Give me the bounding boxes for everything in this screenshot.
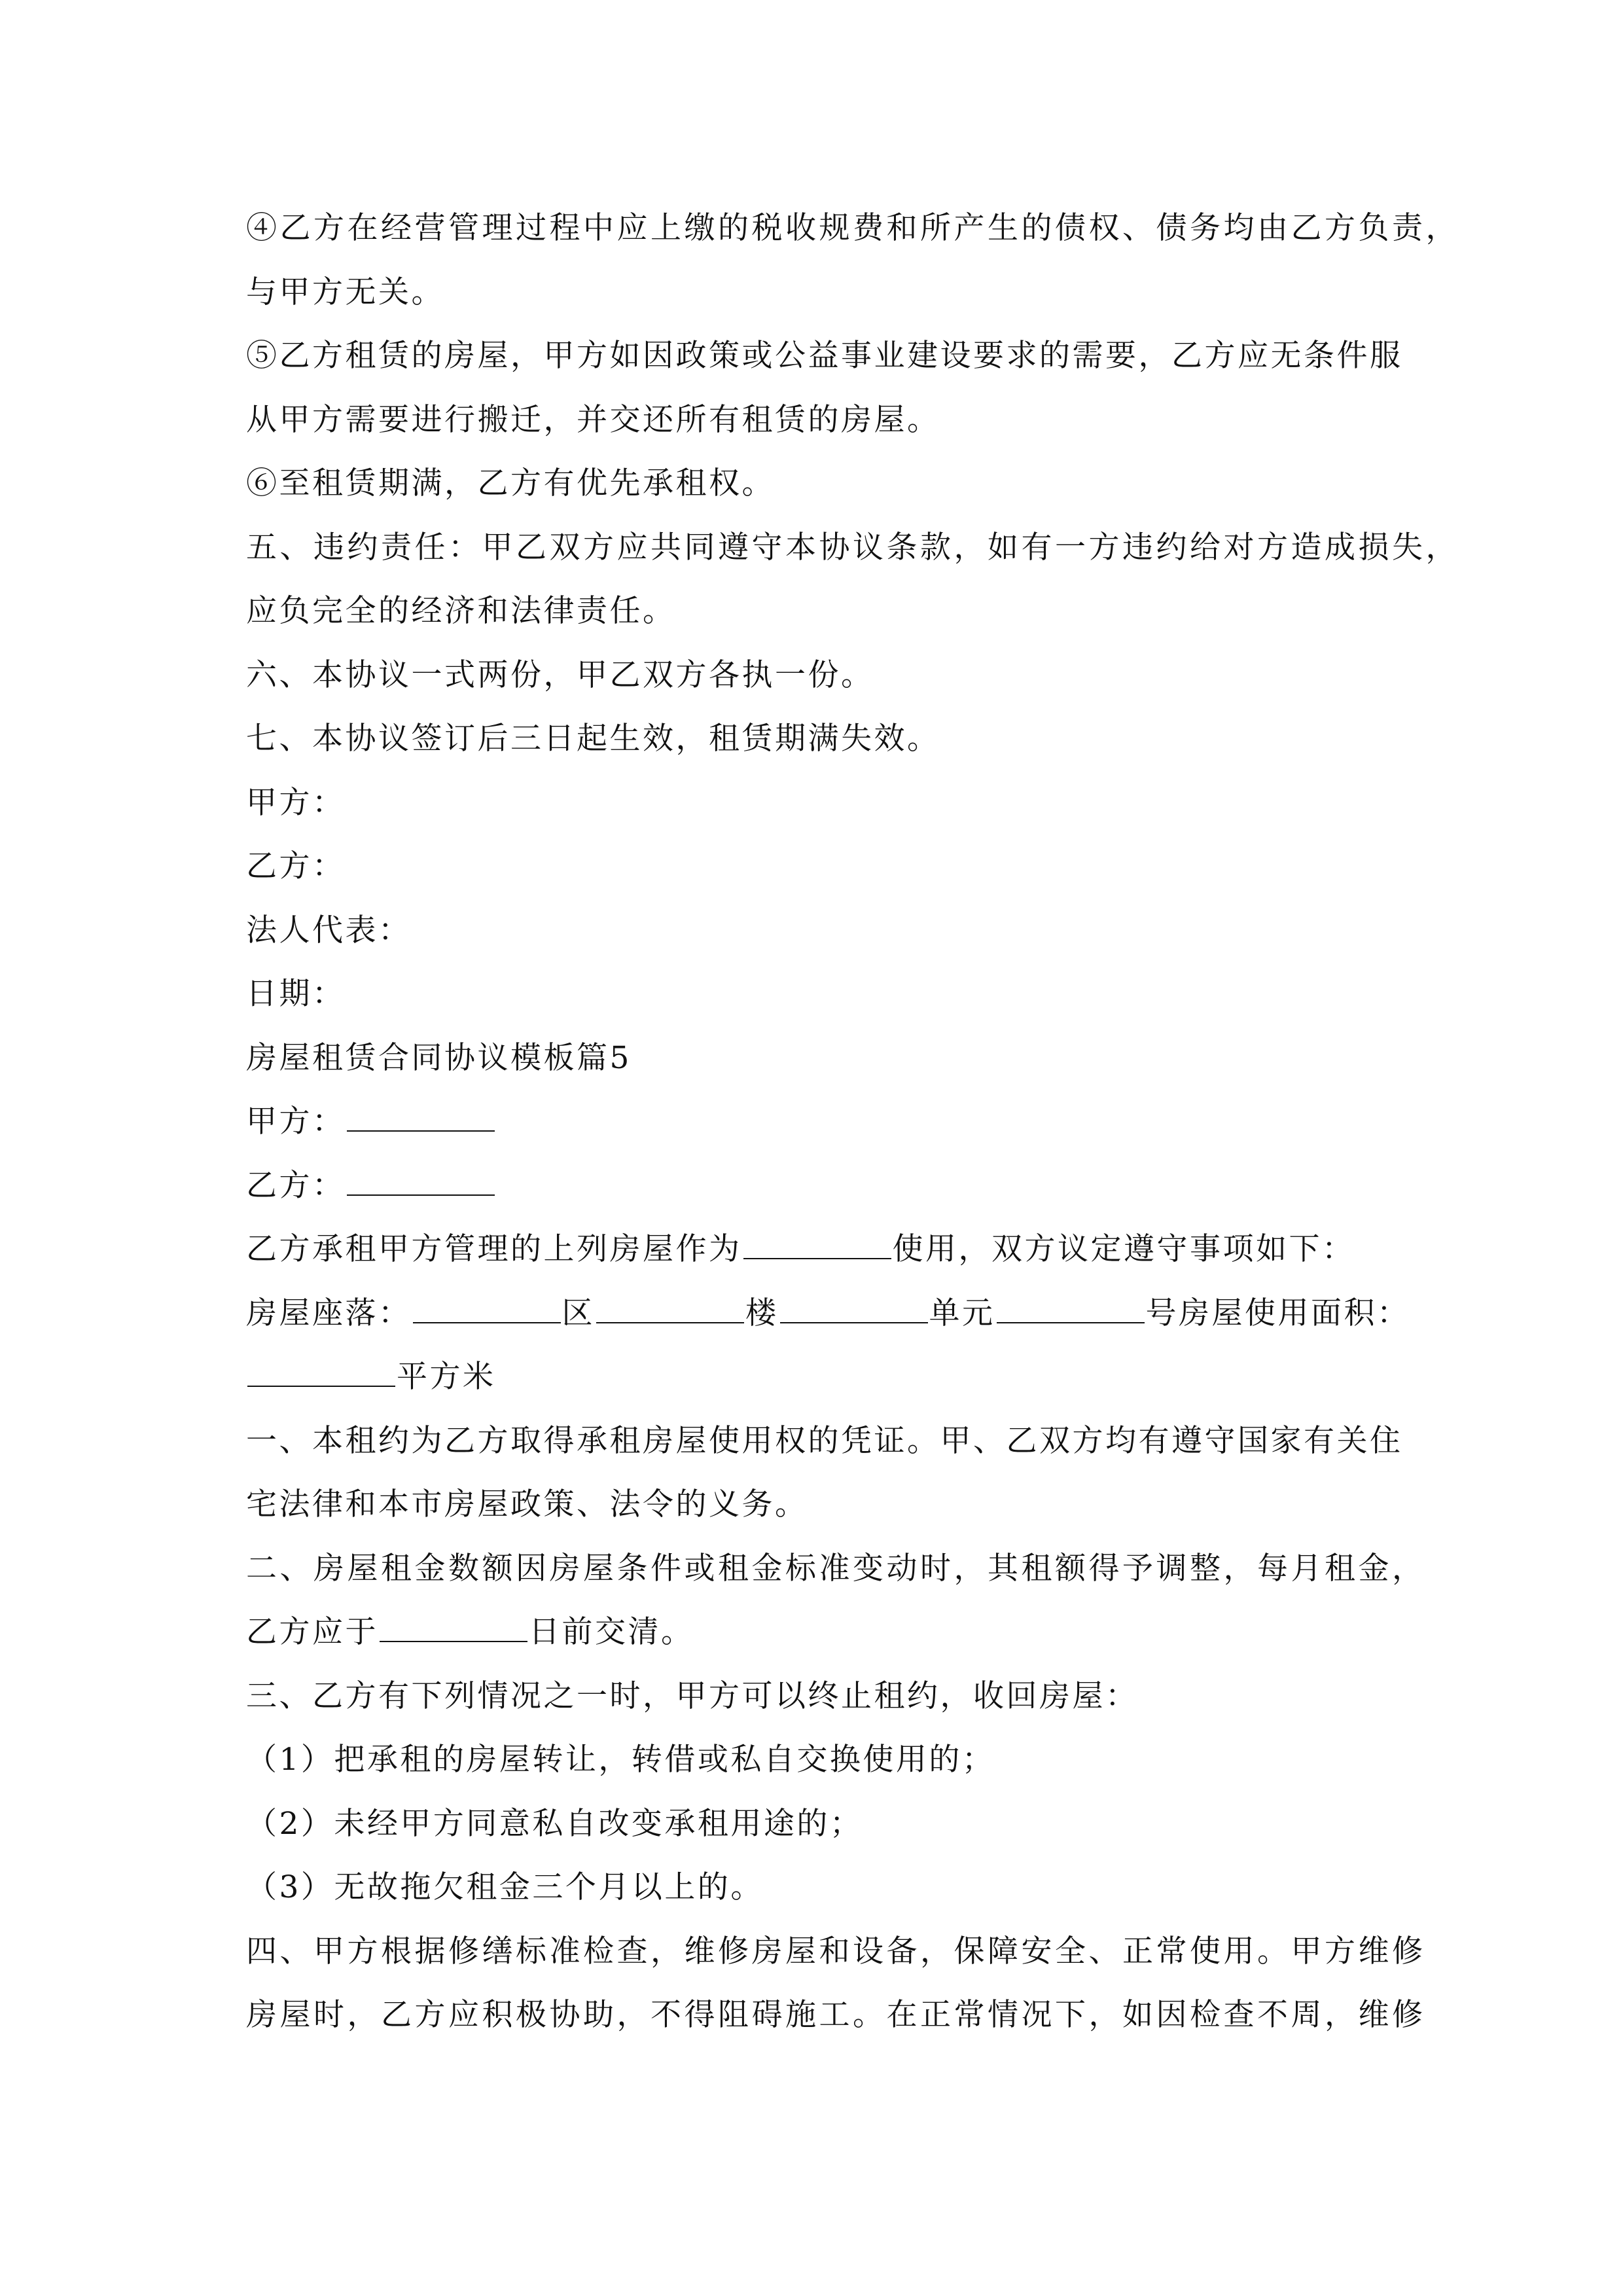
- clause-line: 二、房屋租金数额因房屋条件或租金标准变动时，其租额得予调整，每月租金，: [246, 1550, 1426, 1587]
- document-body: [246, 196, 1459, 2047]
- area-blank[interactable]: [247, 1357, 395, 1387]
- clause-line: 一、本租约为乙方取得承租房屋使用权的凭证。甲、乙双方均有遵守国家有关住: [246, 1422, 1403, 1459]
- payment-line: [246, 1600, 1424, 1664]
- clause-line: （3）无故拖欠租金三个月以上的。: [246, 1869, 764, 1905]
- party-b-label: 乙方：: [246, 1167, 346, 1204]
- room-area-label: 号房屋使用面积：: [1145, 1295, 1410, 1331]
- text-line: 六、本协议一式两份，甲乙双方各执一份。: [246, 656, 874, 693]
- party-b-line: [246, 1154, 1424, 1218]
- clause-line: 宅法律和本市房屋政策、法令的义务。: [246, 1486, 808, 1522]
- text-line: 应负完全的经济和法律责任。: [246, 593, 676, 629]
- clause-line: （1）把承租的房屋转让，转借或私自交换使用的；: [246, 1742, 995, 1778]
- section-title: 房屋租赁合同协议模板篇5: [246, 1039, 632, 1076]
- usage-blank[interactable]: [743, 1229, 891, 1259]
- usage-prefix: 乙方承租甲方管理的上列房屋作为: [246, 1231, 742, 1267]
- party-a-label: 甲方：: [246, 1103, 346, 1139]
- district-blank[interactable]: [413, 1293, 561, 1323]
- sqm-label: 平方米: [397, 1359, 496, 1395]
- text-line: 与甲方无关。: [246, 274, 444, 310]
- building-blank[interactable]: [596, 1293, 744, 1323]
- usage-suffix: 使用，双方议定遵守事项如下：: [892, 1231, 1355, 1267]
- location-line: [246, 1282, 1424, 1346]
- clause-line: （2）未经甲方同意私自改变承租用途的；: [246, 1805, 863, 1842]
- location-label: 房屋座落：: [246, 1295, 412, 1331]
- building-label: 楼: [745, 1295, 779, 1331]
- text-line: ④乙方在经营管理过程中应上缴的税收规费和所产生的债权、债务均由乙方负责，: [246, 210, 1459, 246]
- usage-line: [246, 1217, 1424, 1282]
- payment-prefix: 乙方应于: [246, 1614, 378, 1650]
- room-blank[interactable]: [997, 1293, 1145, 1323]
- party-a-blank[interactable]: [347, 1102, 495, 1132]
- district-label: 区: [562, 1295, 595, 1331]
- text-line: ⑥至租赁期满，乙方有优先承租权。: [246, 465, 775, 501]
- text-line: 从甲方需要进行搬迁，并交还所有租赁的房屋。: [246, 401, 940, 438]
- party-b-blank[interactable]: [347, 1166, 495, 1196]
- clause-line: 三、乙方有下列情况之一时，甲方可以终止租约，收回房屋：: [246, 1677, 1139, 1714]
- clause-line: 四、甲方根据修缮标准检查，维修房屋和设备，保障安全、正常使用。甲方维修: [246, 1933, 1426, 1969]
- text-line: 七、本协议签订后三日起生效，租赁期满失效。: [246, 721, 940, 757]
- area-line: [246, 1345, 1424, 1409]
- text-line: ⑤乙方租赁的房屋，甲方如因政策或公益事业建设要求的需要，乙方应无条件服: [246, 338, 1403, 374]
- unit-label: 单元: [929, 1295, 995, 1331]
- party-a-line: [246, 1090, 1424, 1154]
- payment-day-blank[interactable]: [380, 1612, 527, 1642]
- signature-label-party-a: 甲方：: [246, 784, 346, 821]
- text-line: 五、违约责任：甲乙双方应共同遵守本协议条款，如有一方违约给对方造成损失，: [246, 529, 1459, 565]
- signature-label-date: 日期：: [246, 976, 346, 1012]
- payment-suffix: 日前交清。: [529, 1614, 694, 1650]
- unit-blank[interactable]: [780, 1293, 928, 1323]
- clause-line: 房屋时，乙方应积极协助，不得阻碍施工。在正常情况下，如因检查不周，维修: [246, 1997, 1426, 2033]
- signature-label-party-b: 乙方：: [246, 848, 346, 884]
- signature-label-legal-rep: 法人代表：: [246, 912, 412, 948]
